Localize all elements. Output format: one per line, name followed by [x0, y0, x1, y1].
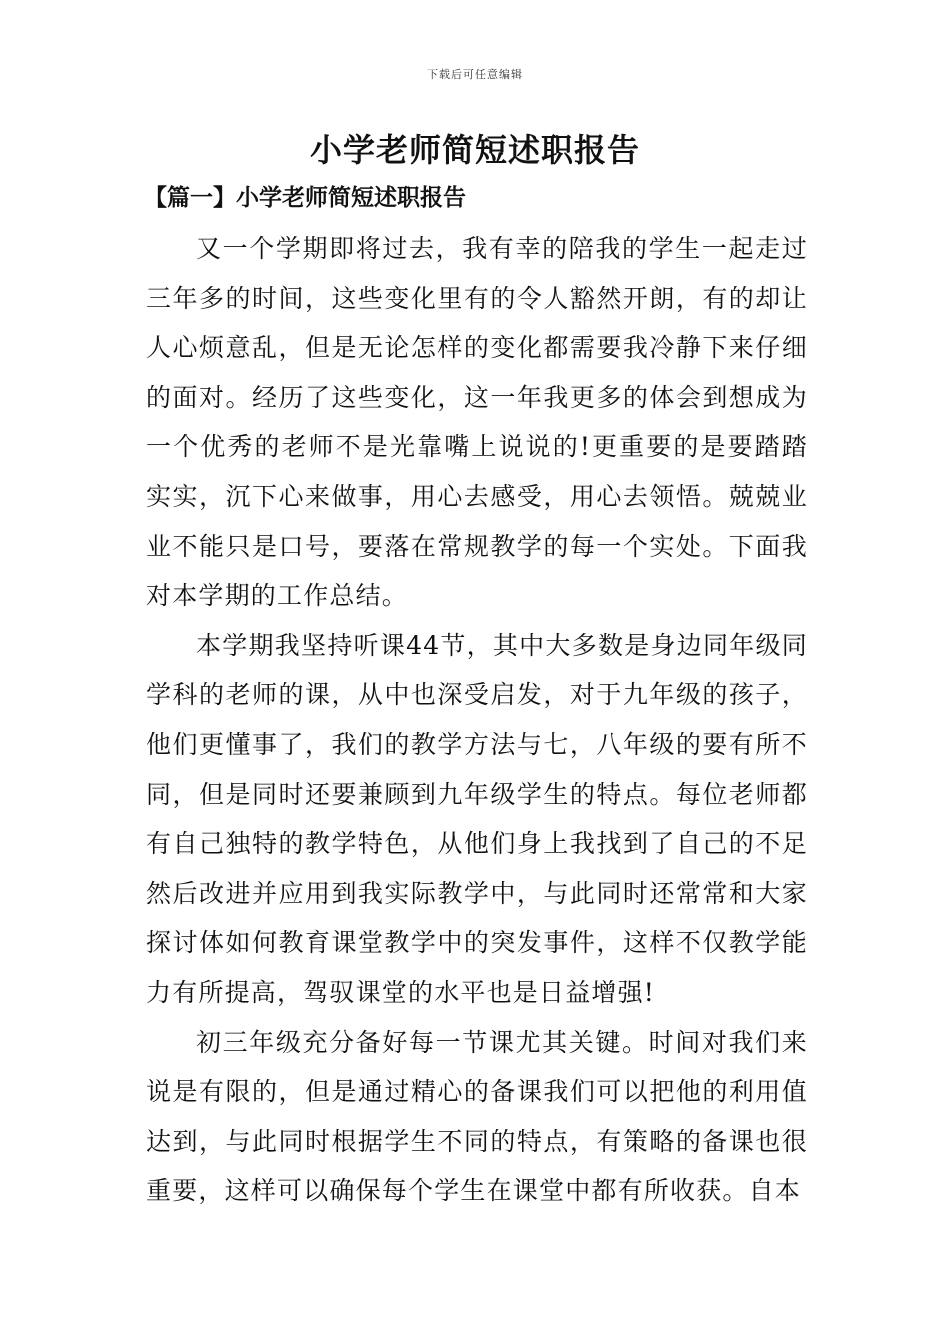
paragraph-3: 初三年级充分备好每一节课尤其关键。时间对我们来说是有限的，但是通过精心的备课我们可以把他的利用值达到，与此同时根据学生不同的特点，有策略的备课也很重要，这样可以确保每个学生在课堂中都有所收获。自本	[146, 1027, 808, 1206]
document-title: 小学老师简短述职报告	[309, 131, 640, 169]
paragraph-2: 本学期我坚持听课44节，其中大多数是身边同年级同学科的老师的课，从中也深受启发，对于九年级的孩子，他们更懂事了，我们的教学方法与七，八年级的要有所不同，但是同时还要兼顾到九年级学生的特点。每位老师都有自己独特的教学特色，从他们身上我找到了自己的不足然后改进并应用到我实际教学中，与此同时还常常和大家探讨体如何教育课堂教学中的突发事件，这样不仅教学能力有所提高，驾驭课堂的水平也是日益增强!	[146, 630, 808, 1007]
section-heading: 【篇一】小学老师简短述职报告	[144, 184, 466, 211]
paragraph-1: 又一个学期即将过去，我有幸的陪我的学生一起走过三年多的时间，这些变化里有的令人豁然开朗，有的却让人心烦意乱，但是无论怎样的变化都需要我冷静下来仔细的面对。经历了这些变化，这一年我更多的体会到想成为一个优秀的老师不是光靠嘴上说说的!更重要的是要踏踏实实，沉下心来做事，用心去感受，用心去领悟。兢兢业业不能只是口号，要落在常规教学的每一个实处。下面我对本学期的工作总结。	[146, 234, 808, 611]
document-body	[146, 224, 808, 1216]
page-header-note: 下载后可任意编辑	[427, 68, 523, 81]
